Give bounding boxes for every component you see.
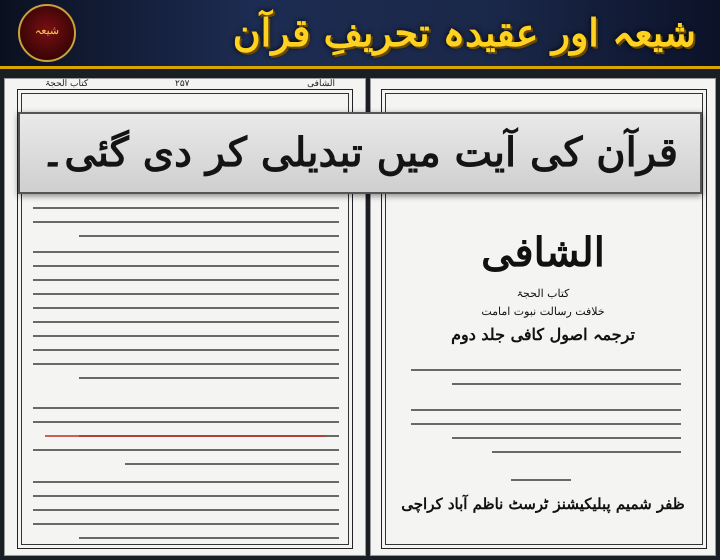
logo [18, 4, 76, 62]
scanned-text-block-7 [511, 479, 571, 493]
highlight-strip [18, 112, 702, 194]
scanned-text-block-2 [33, 251, 339, 391]
left-page-number: ۲۵۷ [175, 79, 190, 89]
scanned-text-block-5 [411, 369, 681, 397]
left-page-header-left: کتاب الحجۃ [45, 79, 89, 89]
scanned-text-block-4 [33, 481, 339, 551]
logo-text: شیعہ [34, 24, 60, 37]
book-line-1: خلافت رسالت نبوت امامت [481, 305, 605, 318]
highlight-underline [45, 435, 325, 437]
publisher-line: ظفر شمیم پبلیکیشنز ٹرسٹ ناظم آباد کراچی [401, 495, 685, 513]
highlight-text: قرآن کی آیت میں تبدیلی کر دی گئی۔ [40, 129, 678, 176]
book-title: الشافی [481, 229, 605, 276]
scanned-text-block-1 [33, 207, 339, 249]
scanned-text-block-6 [411, 409, 681, 465]
scanned-text-block-3 [33, 407, 339, 477]
book-subtitle: کتاب الحجۃ [516, 287, 570, 300]
book-line-2: ترجمہ اصول کافی جلد دوم [451, 325, 635, 344]
banner-title: شیعہ اور عقیدہ تحریفِ قرآن [232, 10, 696, 55]
left-page-header-right: الشافی [307, 79, 335, 89]
top-banner [0, 0, 720, 69]
